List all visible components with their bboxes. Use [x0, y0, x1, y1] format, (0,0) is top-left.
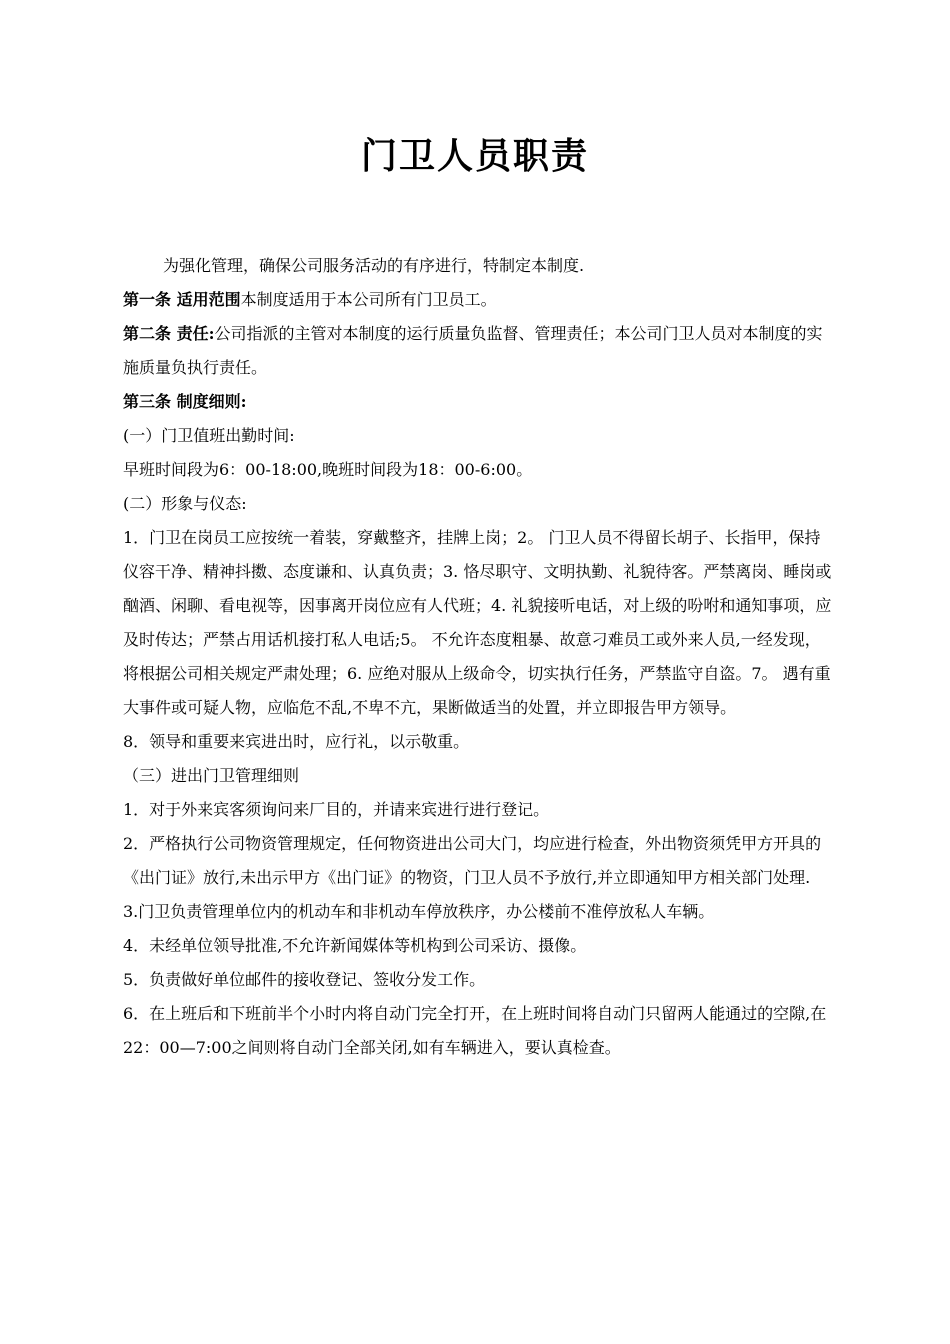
section-2-paragraph-2: 8．领导和重要来宾进出时，应行礼，以示敬重。	[123, 732, 470, 751]
article-1-text: 本制度适用于本公司所有门卫员工。	[240, 290, 497, 309]
section-1-heading: (一）门卫值班出勤时间:	[123, 426, 295, 445]
section-3-item: 2．严格执行公司物资管理规定，任何物资进出公司大门，均应进行检查，外出物资须凭甲方开具的《出门证》放行,未出示甲方《出门证》的物资，门卫人员不予放行,并立即通知甲方相关部门处理.	[123, 834, 822, 887]
section-3-item: 6．在上班后和下班前半个小时内将自动门完全打开，在上班时间将自动门只留两人能通过的空隙,在22：00—7:00之间则将自动门全部关闭,如有车辆进入，要认真检查。	[123, 1004, 827, 1057]
section-3-item: 3.门卫负责管理单位内的机动车和非机动车停放秩序，办公楼前不准停放私人车辆。	[123, 902, 715, 921]
document-body	[123, 249, 835, 1065]
article-2-heading: 第二条 责任:	[123, 324, 215, 343]
section-3-item: 4．未经单位领导批准,不允许新闻媒体等机构到公司采访、摄像。	[123, 936, 587, 955]
section-3-item: 5．负责做好单位邮件的接收登记、签收分发工作。	[123, 970, 486, 989]
article-1	[123, 283, 835, 317]
article-2-text: 公司指派的主管对本制度的运行质量负监督、管理责任；本公司门卫人员对本制度的实施质量负执行责任。	[123, 324, 823, 377]
article-1-heading: 第一条 适用范围	[123, 290, 241, 309]
page-title: 门卫人员职责	[360, 135, 589, 177]
section-2-heading: (二）形象与仪态:	[123, 494, 247, 513]
section-3-item: 1．对于外来宾客须询问来厂目的，并请来宾进行进行登记。	[123, 800, 550, 819]
article-2	[123, 317, 835, 385]
section-3-heading: （三）进出门卫管理细则	[123, 766, 300, 785]
intro-paragraph: 为强化管理，确保公司服务活动的有序进行，特制定本制度.	[163, 256, 585, 275]
section-2-paragraph-1: 1．门卫在岗员工应按统一着装，穿戴整齐，挂牌上岗；2。 门卫人员不得留长胡子、长指甲，保持仪容干净、精神抖擞、态度谦和、认真负责；3. 恪尽职守、文明执勤、礼貌待客。严禁离岗、睡岗或酗酒、闲聊、看电视等，因事离开岗位应有人代班；4. 礼貌接听电话，对上级的吩咐和通知事项，应及时传达；严禁占用话机接打私人电话;5。 不允许态度粗暴、故意刁难员工或外来人员,一经发现，将根据公司相关规定严肃处理；6. 应绝对服从上级命令，切实执行任务，严禁监守自盗。7。 遇有重大事件或可疑人物，应临危不乱,不卑不亢，果断做适当的处置，并立即报告甲方领导。	[123, 528, 832, 717]
section-1-text: 早班时间段为6：00-18:00,晚班时间段为18：00-6:00。	[123, 460, 533, 479]
article-3-heading: 第三条 制度细则:	[123, 392, 247, 411]
